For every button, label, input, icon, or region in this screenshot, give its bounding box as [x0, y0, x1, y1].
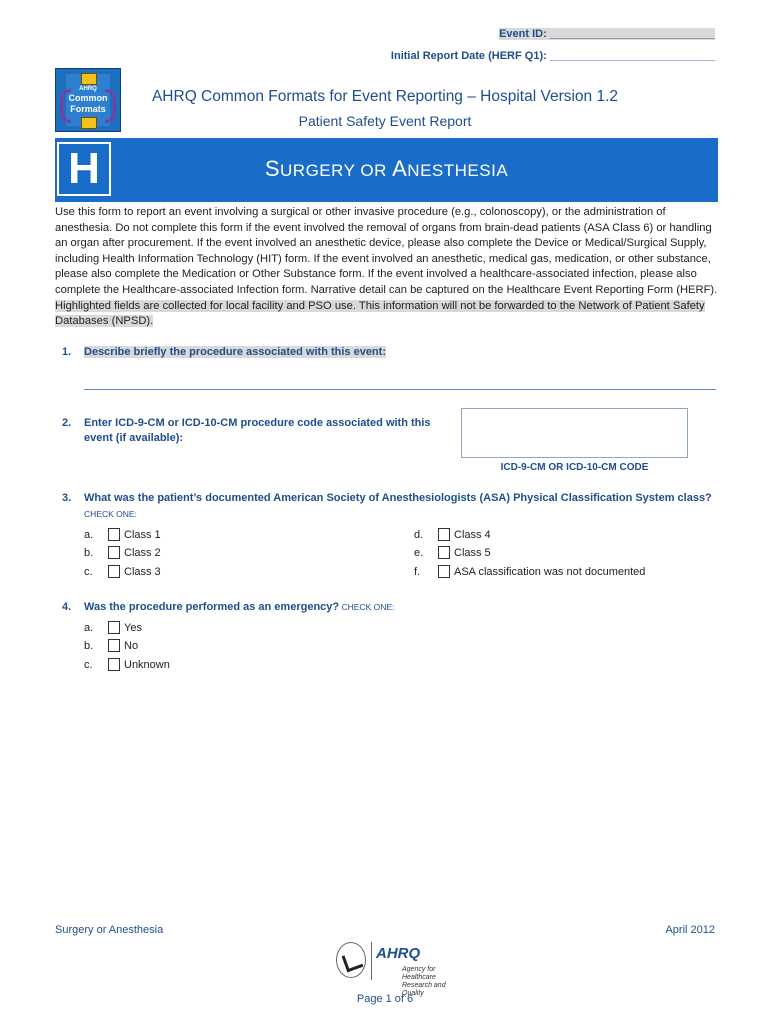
option-label: Unknown [124, 659, 170, 671]
ahrq-logo: AHRQ [376, 945, 421, 962]
option-letter: d. [414, 529, 424, 541]
checkbox[interactable] [108, 621, 120, 634]
question-1-number: 1. [62, 346, 72, 358]
logo-line3: Formats [70, 104, 106, 114]
checkbox[interactable] [108, 528, 120, 541]
procedure-code-label: ICD-9-CM OR ICD-10-CM CODE [500, 462, 649, 473]
footer-logo-divider [371, 942, 372, 980]
section-title-rest1: URGERY OR [280, 161, 393, 180]
procedure-code-input[interactable] [461, 408, 688, 458]
footer-date: April 2012 [665, 924, 715, 936]
question-4-number: 4. [62, 601, 72, 613]
logo-top-mark-icon [81, 73, 97, 85]
question-2-text-line2: event (if available): [84, 432, 184, 444]
question-4-text [84, 601, 394, 613]
checkbox[interactable] [108, 565, 120, 578]
checkbox[interactable] [438, 528, 450, 541]
checkbox[interactable] [108, 546, 120, 559]
question-3-text: What was the patient’s documented American Society of Anesthesiologists (ASA) Physical Classification System class? [84, 492, 712, 504]
form-subtitle: Patient Safety Event Report [298, 113, 472, 129]
form-instructions [55, 205, 720, 330]
logo-line1: AHRQ [79, 86, 97, 92]
checkbox[interactable] [108, 639, 120, 652]
initial-report-date-field[interactable]: Initial Report Date (HERF Q1): ___________________________ [390, 50, 715, 62]
event-id-field[interactable]: Event ID: ___________________________ [499, 28, 715, 40]
option-label: Class 5 [454, 547, 491, 559]
section-title-cap2: A [392, 156, 408, 181]
hospital-h-letter: H [68, 144, 100, 193]
checkbox[interactable] [438, 546, 450, 559]
question-4-label: Was the procedure performed as an emergency? [84, 601, 340, 613]
option-label: Yes [124, 622, 142, 634]
section-banner [55, 138, 718, 202]
option-letter: a. [84, 622, 94, 634]
option-label: Class 2 [124, 547, 161, 559]
question-2-text-line1: Enter ICD-9-CM or ICD-10-CM procedure code associated with this [84, 417, 431, 429]
logo-line2: Common [68, 93, 108, 103]
question-4-check-one: CHECK ONE: [339, 602, 395, 612]
option-letter: e. [414, 547, 424, 559]
question-3-number: 3. [62, 492, 72, 504]
checkbox[interactable] [438, 565, 450, 578]
ahrq-tagline: Agency for Healthcare Research and Quality [402, 966, 446, 997]
option-letter: f. [414, 566, 421, 578]
option-label: No [124, 640, 139, 652]
option-label: Class 1 [124, 529, 161, 541]
hhs-seal-icon [336, 942, 366, 978]
footer-form-name: Surgery or Anesthesia [55, 924, 164, 936]
section-title-rest2: NESTHESIA [407, 161, 509, 180]
option-letter: b. [84, 547, 94, 559]
instructions-text: Use this form to report an event involving a surgical or other invasive procedure (e.g., colonoscopy), or the administration of anesthesia. Do not complete this form if the event involved the removal of organs from brain-dead patients (ASA Class 6) or handling an organ after procurement. If the event involved an anesthetic device, please also complete the Device or Medical/Surgical Supply, including Health Information Technology (HIT) form. If the event involved an anesthetic, medical gas, medication, or other substance, please also complete the Medication or Other Substance form. If the event involved a healthcare-associated infection, please also complete the Healthcare-associated Infection form. Narrative detail can be captured on the Healthcare Event Reporting Form (HERF). [55, 206, 718, 296]
question-3-check-one: CHECK ONE: [84, 509, 137, 519]
option-letter: c. [84, 659, 93, 671]
instructions-highlighted-note: Highlighted fields are collected for local facility and PSO use. This information will not be forwarded to the Network of Patient Safety Databases (NPSD). [55, 299, 705, 328]
question-2-number: 2. [62, 417, 72, 429]
section-title [55, 156, 718, 182]
option-label: Class 4 [454, 529, 491, 541]
form-main-title: AHRQ Common Formats for Event Reporting – Hospital Version 1.2 [151, 88, 619, 105]
checkbox[interactable] [108, 658, 120, 671]
question-1-text: Describe briefly the procedure associated with this event: [84, 346, 386, 358]
option-label: Class 3 [124, 566, 161, 578]
option-label: ASA classification was not documented [454, 566, 646, 578]
option-letter: a. [84, 529, 94, 541]
question-1-answer-line[interactable] [84, 389, 716, 390]
page-number: Page 1 of 6 [356, 993, 414, 1005]
option-letter: c. [84, 566, 93, 578]
section-title-cap1: S [264, 156, 281, 181]
option-letter: b. [84, 640, 94, 652]
